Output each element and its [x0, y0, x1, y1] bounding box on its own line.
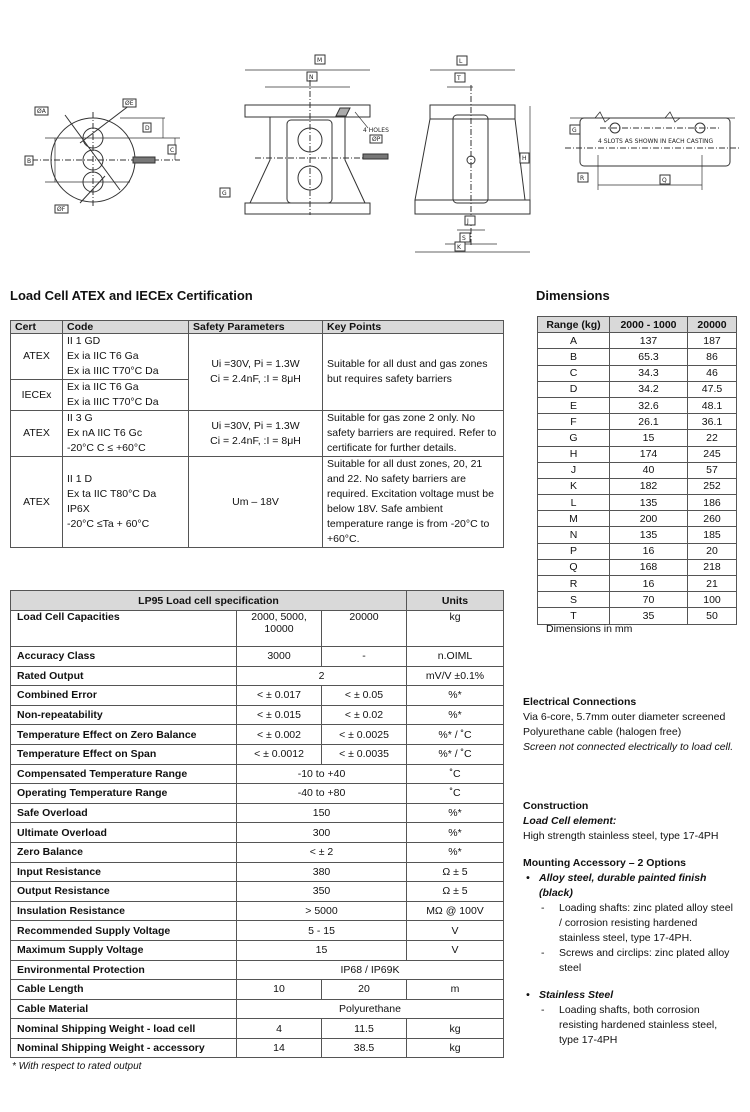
spec-value-small: < ± 0.017: [237, 686, 322, 706]
mounting-option-item: - Loading shafts: zinc plated alloy steel / corrosion resisting hardened stainless steel, type 17-4PH.: [523, 901, 738, 946]
dimensions-title: Dimensions: [536, 288, 610, 303]
table-row: [11, 1019, 504, 1039]
label-r: R: [580, 175, 585, 182]
spec-label: Cable Material: [11, 999, 237, 1019]
value-large-range: 100: [688, 592, 737, 608]
value-small-range: 182: [610, 478, 688, 494]
spec-unit: Ω ± 5: [407, 882, 504, 902]
front-view-drawing: [20, 90, 190, 230]
spec-unit: ˚C: [407, 784, 504, 804]
value-small-range: 135: [610, 527, 688, 543]
mounting-option-alloy: • Alloy steel, durable painted finish (black): [523, 871, 738, 901]
safety-cell: [189, 411, 323, 457]
table-row: [11, 647, 504, 667]
label-b: B: [27, 158, 32, 165]
spec-value-small: < ± 0.002: [237, 725, 322, 745]
dimension-letter: S: [538, 592, 610, 608]
spec-unit: %*: [407, 842, 504, 862]
dimension-letter: F: [538, 414, 610, 430]
spec-label: Temperature Effect on Span: [11, 744, 237, 764]
value-small-range: 15: [610, 430, 688, 446]
value-large-range: 22: [688, 430, 737, 446]
label-d: D: [145, 125, 150, 132]
dimension-letter: T: [538, 608, 610, 624]
label-slots: 4 SLOTS AS SHOWN IN EACH CASTING: [598, 138, 714, 145]
dimensions-note: Dimensions in mm: [546, 623, 633, 635]
label-c: C: [170, 147, 175, 154]
code-line: Ex ta IIC T80°C Da: [67, 488, 157, 500]
spec-header-row: [11, 591, 504, 611]
electrical-note: Screen not connected electrically to load cell.: [523, 741, 734, 753]
spec-label: Accuracy Class: [11, 647, 237, 667]
spec-value-small: 10: [237, 980, 322, 1000]
certification-table: [10, 320, 504, 548]
value-small-range: 200: [610, 511, 688, 527]
value-small-range: 70: [610, 592, 688, 608]
spec-label: Ultimate Overload: [11, 823, 237, 843]
spec-label: Operating Temperature Range: [11, 784, 237, 804]
spec-value-small: 3000: [237, 647, 322, 667]
table-row: [11, 921, 504, 941]
spec-value-large: < ± 0.02: [322, 705, 407, 725]
table-row: [11, 611, 504, 647]
table-row: [538, 397, 737, 413]
value-large-range: 46: [688, 365, 737, 381]
spec-value-large: 20: [322, 980, 407, 1000]
spec-label: Recommended Supply Voltage: [11, 921, 237, 941]
table-row: [11, 882, 504, 902]
value-small-range: 16: [610, 576, 688, 592]
end-view-drawing: [395, 50, 540, 255]
spec-value-small: 4: [237, 1019, 322, 1039]
table-row: [11, 784, 504, 804]
label-q: Q: [662, 177, 667, 184]
code-line: -20°C C ≤ +60°C: [67, 442, 146, 454]
value-large-range: 252: [688, 478, 737, 494]
spec-value: 150: [237, 803, 407, 823]
spec-unit: V: [407, 921, 504, 941]
value-small-range: 137: [610, 333, 688, 349]
slot-view-drawing: [560, 110, 745, 200]
table-row: [11, 940, 504, 960]
dimension-letter: G: [538, 430, 610, 446]
table-row: [538, 543, 737, 559]
spec-value: 300: [237, 823, 407, 843]
spec-unit: %* / ˚C: [407, 725, 504, 745]
dimension-letter: J: [538, 462, 610, 478]
value-small-range: 65.3: [610, 349, 688, 365]
label-e: ØE: [125, 100, 134, 107]
spec-value: > 5000: [237, 901, 407, 921]
value-large-range: 20: [688, 543, 737, 559]
header-safety: Safety Parameters: [189, 321, 323, 334]
code-line: -20°C ≤Ta + 60°C: [67, 518, 150, 530]
table-row: [538, 511, 737, 527]
spec-label: Input Resistance: [11, 862, 237, 882]
code-line: II 1 D: [67, 473, 93, 485]
electrical-title: Electrical Connections: [523, 696, 637, 708]
dimension-letter: Q: [538, 559, 610, 575]
spec-label: Combined Error: [11, 686, 237, 706]
spec-label: Compensated Temperature Range: [11, 764, 237, 784]
dimension-letter: R: [538, 576, 610, 592]
value-small-range: 174: [610, 446, 688, 462]
dimension-letter: B: [538, 349, 610, 365]
key-points-cell: Suitable for gas zone 2 only. No safety barriers are required. Refer to certificate for further details.: [323, 411, 504, 457]
label-n: N: [309, 74, 314, 81]
value-large-range: 21: [688, 576, 737, 592]
label-l: L: [459, 58, 463, 65]
spec-unit: kg: [407, 1038, 504, 1058]
dimension-letter: C: [538, 365, 610, 381]
table-row: [11, 666, 504, 686]
table-row: [538, 592, 737, 608]
cert-cell: IECEx: [11, 380, 63, 411]
code-line: Ex ia IIC T6 Ga: [67, 381, 139, 393]
spec-unit: m: [407, 980, 504, 1000]
spec-value: 380: [237, 862, 407, 882]
code-cell: [63, 334, 189, 380]
label-g: G: [572, 127, 577, 134]
construction-text: High strength stainless steel, type 17-4PH: [523, 830, 719, 842]
spec-units-header: Units: [407, 591, 504, 611]
table-row: [11, 960, 504, 980]
table-row: [538, 527, 737, 543]
spec-label: Environmental Protection: [11, 960, 237, 980]
header-range: Range (kg): [538, 317, 610, 333]
value-large-range: 47.5: [688, 381, 737, 397]
table-row: [11, 705, 504, 725]
spec-label: Output Resistance: [11, 882, 237, 902]
dimension-letter: N: [538, 527, 610, 543]
spec-value: 15: [237, 940, 407, 960]
dimensions-table: [537, 316, 737, 625]
code-line: Ex nA IIC T6 Gc: [67, 427, 143, 439]
code-line: IP6X: [67, 503, 90, 515]
spec-label: Insulation Resistance: [11, 901, 237, 921]
dimension-letter: H: [538, 446, 610, 462]
safety-line: Ui =30V, Pi = 1.3W: [211, 358, 300, 370]
label-f: ØF: [57, 206, 66, 213]
table-row: [11, 980, 504, 1000]
table-row: [11, 1038, 504, 1058]
spec-footnote: * With respect to rated output: [12, 1061, 142, 1072]
code-cell: [63, 411, 189, 457]
code-cell: [63, 380, 189, 411]
spec-unit: n.OIML: [407, 647, 504, 667]
spec-value-large: 20000: [322, 611, 407, 647]
dimension-letter: L: [538, 495, 610, 511]
spec-label: Nominal Shipping Weight - accessory: [11, 1038, 237, 1058]
value-large-range: 86: [688, 349, 737, 365]
safety-cell: Um – 18V: [189, 457, 323, 548]
table-row: [11, 999, 504, 1019]
table-row: [11, 803, 504, 823]
table-row: [538, 462, 737, 478]
code-line: Ex ia IIC T6 Ga: [67, 350, 139, 362]
spec-label: Temperature Effect on Zero Balance: [11, 725, 237, 745]
spec-value-large: < ± 0.0025: [322, 725, 407, 745]
certification-title: Load Cell ATEX and IECEx Certification: [10, 288, 253, 303]
table-row: [11, 764, 504, 784]
spec-value-small: < ± 0.0012: [237, 744, 322, 764]
spec-unit: mV/V ±0.1%: [407, 666, 504, 686]
header-range-small: 2000 - 1000: [610, 317, 688, 333]
spec-value-large: 38.5: [322, 1038, 407, 1058]
spec-label: Load Cell Capacities: [11, 611, 237, 647]
electrical-section: [523, 695, 738, 755]
value-large-range: 57: [688, 462, 737, 478]
value-large-range: 186: [688, 495, 737, 511]
key-points-cell: Suitable for all dust zones, 20, 21 and 22. No safety barriers are required. Excitation voltage must be below 18V. Safe ambient temperature range is from -20°C to +60°C.: [323, 457, 504, 548]
spec-value-small: 14: [237, 1038, 322, 1058]
table-row: [538, 349, 737, 365]
mounting-option-item: - Screws and circlips: zinc plated alloy steel: [523, 946, 738, 976]
safety-line: Ui =30V, Pi = 1.3W: [211, 419, 300, 432]
value-large-range: 260: [688, 511, 737, 527]
spec-value: < ± 2: [237, 842, 407, 862]
specification-table: [10, 590, 504, 1058]
spec-value: 5 - 15: [237, 921, 407, 941]
table-row: [11, 457, 504, 548]
spec-title: LP95 Load cell specification: [11, 591, 407, 611]
table-row: [538, 495, 737, 511]
label-j: J: [467, 218, 469, 225]
spec-value: -40 to +80: [237, 784, 407, 804]
value-large-range: 36.1: [688, 414, 737, 430]
mounting-option-stainless: • Stainless Steel: [523, 988, 738, 1003]
value-small-range: 32.6: [610, 397, 688, 413]
value-large-range: 185: [688, 527, 737, 543]
value-small-range: 168: [610, 559, 688, 575]
spec-value-large: < ± 0.0035: [322, 744, 407, 764]
table-row: [11, 823, 504, 843]
spec-value: 2: [237, 666, 407, 686]
table-row: [11, 334, 504, 380]
spec-value: Polyurethane: [237, 999, 504, 1019]
table-row: [538, 430, 737, 446]
value-small-range: 135: [610, 495, 688, 511]
table-row: [11, 901, 504, 921]
construction-section: [523, 799, 738, 844]
safety-cell: [189, 334, 323, 411]
table-row: [11, 725, 504, 745]
code-line: II 3 G: [67, 412, 93, 424]
header-key-points: Key Points: [323, 321, 504, 334]
spec-label: Rated Output: [11, 666, 237, 686]
dimension-letter: E: [538, 397, 610, 413]
table-row: [538, 576, 737, 592]
label-m: M: [317, 57, 323, 64]
value-large-range: 218: [688, 559, 737, 575]
code-line: Ex ia IIIC T70°C Da: [67, 396, 159, 408]
table-row: [11, 686, 504, 706]
spec-unit: %*: [407, 823, 504, 843]
code-cell: [63, 457, 189, 548]
safety-line: Ci = 2.4nF, :I = 8μH: [210, 373, 301, 385]
table-row: [538, 333, 737, 349]
table-row: [538, 446, 737, 462]
spec-label: Non-repeatability: [11, 705, 237, 725]
spec-label: Zero Balance: [11, 842, 237, 862]
value-small-range: 16: [610, 543, 688, 559]
header-code: Code: [63, 321, 189, 334]
spec-value: IP68 / IP69K: [237, 960, 504, 980]
table-row: [538, 559, 737, 575]
spec-value-small: 2000, 5000, 10000: [237, 611, 322, 647]
cert-cell: ATEX: [11, 334, 63, 380]
mounting-title: Mounting Accessory – 2 Options: [523, 857, 686, 869]
header-cert: Cert: [11, 321, 63, 334]
spec-value: 350: [237, 882, 407, 902]
table-row: [538, 414, 737, 430]
table-row: [538, 381, 737, 397]
spec-unit: ˚C: [407, 764, 504, 784]
table-row: [538, 365, 737, 381]
value-large-range: 48.1: [688, 397, 737, 413]
spec-value: -10 to +40: [237, 764, 407, 784]
code-line: Ex ia IIIC T70°C Da: [67, 365, 159, 377]
dimension-letter: M: [538, 511, 610, 527]
spec-label: Maximum Supply Voltage: [11, 940, 237, 960]
dimension-letter: A: [538, 333, 610, 349]
spec-value-large: -: [322, 647, 407, 667]
mounting-section: [523, 856, 738, 1048]
spec-unit: kg: [407, 611, 504, 647]
label-p: ØP: [372, 136, 381, 143]
value-small-range: 35: [610, 608, 688, 624]
spec-unit: MΩ @ 100V: [407, 901, 504, 921]
certification-header-row: [11, 321, 504, 334]
safety-line: Ci = 2.4nF, :I = 8μH: [210, 434, 301, 447]
code-line: II 1 GD: [67, 335, 101, 347]
spec-value-large: < ± 0.05: [322, 686, 407, 706]
dimension-letter: K: [538, 478, 610, 494]
cert-cell: ATEX: [11, 411, 63, 457]
spec-unit: %*: [407, 803, 504, 823]
label-holes: 4 HOLES: [363, 127, 389, 134]
header-range-large: 20000: [688, 317, 737, 333]
spec-unit: %* / ˚C: [407, 744, 504, 764]
side-view-drawing: [215, 50, 390, 225]
label-s: S: [462, 235, 466, 242]
mounting-option-item: - Loading shafts, both corrosion resisting hardened stainless steel, type 17-4PH: [523, 1003, 738, 1048]
table-row: [11, 411, 504, 457]
spec-unit: %*: [407, 686, 504, 706]
value-small-range: 40: [610, 462, 688, 478]
spec-value-large: 11.5: [322, 1019, 407, 1039]
table-row: [11, 744, 504, 764]
value-large-range: 187: [688, 333, 737, 349]
construction-subtitle: Load Cell element:: [523, 815, 617, 827]
table-row: [538, 478, 737, 494]
table-row: [11, 862, 504, 882]
electrical-text: Via 6-core, 5.7mm outer diameter screened Polyurethane cable (halogen free): [523, 711, 726, 738]
label-g: G: [222, 190, 227, 197]
dimensions-header-row: [538, 317, 737, 333]
value-large-range: 50: [688, 608, 737, 624]
table-row: [538, 608, 737, 624]
dimension-letter: D: [538, 381, 610, 397]
spec-unit: V: [407, 940, 504, 960]
spec-unit: kg: [407, 1019, 504, 1039]
label-a: ØA: [37, 108, 46, 115]
spec-unit: %*: [407, 705, 504, 725]
spec-unit: Ω ± 5: [407, 862, 504, 882]
spec-label: Cable Length: [11, 980, 237, 1000]
value-small-range: 34.2: [610, 381, 688, 397]
value-large-range: 245: [688, 446, 737, 462]
label-t: T: [457, 75, 461, 82]
spec-label: Safe Overload: [11, 803, 237, 823]
label-k: K: [457, 244, 461, 251]
construction-title: Construction: [523, 800, 589, 812]
spec-label: Nominal Shipping Weight - load cell: [11, 1019, 237, 1039]
key-points-cell: Suitable for all dust and gas zones but requires safety barriers: [323, 334, 504, 411]
label-h: H: [522, 155, 527, 162]
dimension-letter: P: [538, 543, 610, 559]
cert-cell: ATEX: [11, 457, 63, 548]
table-row: [11, 842, 504, 862]
value-small-range: 26.1: [610, 414, 688, 430]
spec-value-small: < ± 0.015: [237, 705, 322, 725]
value-small-range: 34.3: [610, 365, 688, 381]
